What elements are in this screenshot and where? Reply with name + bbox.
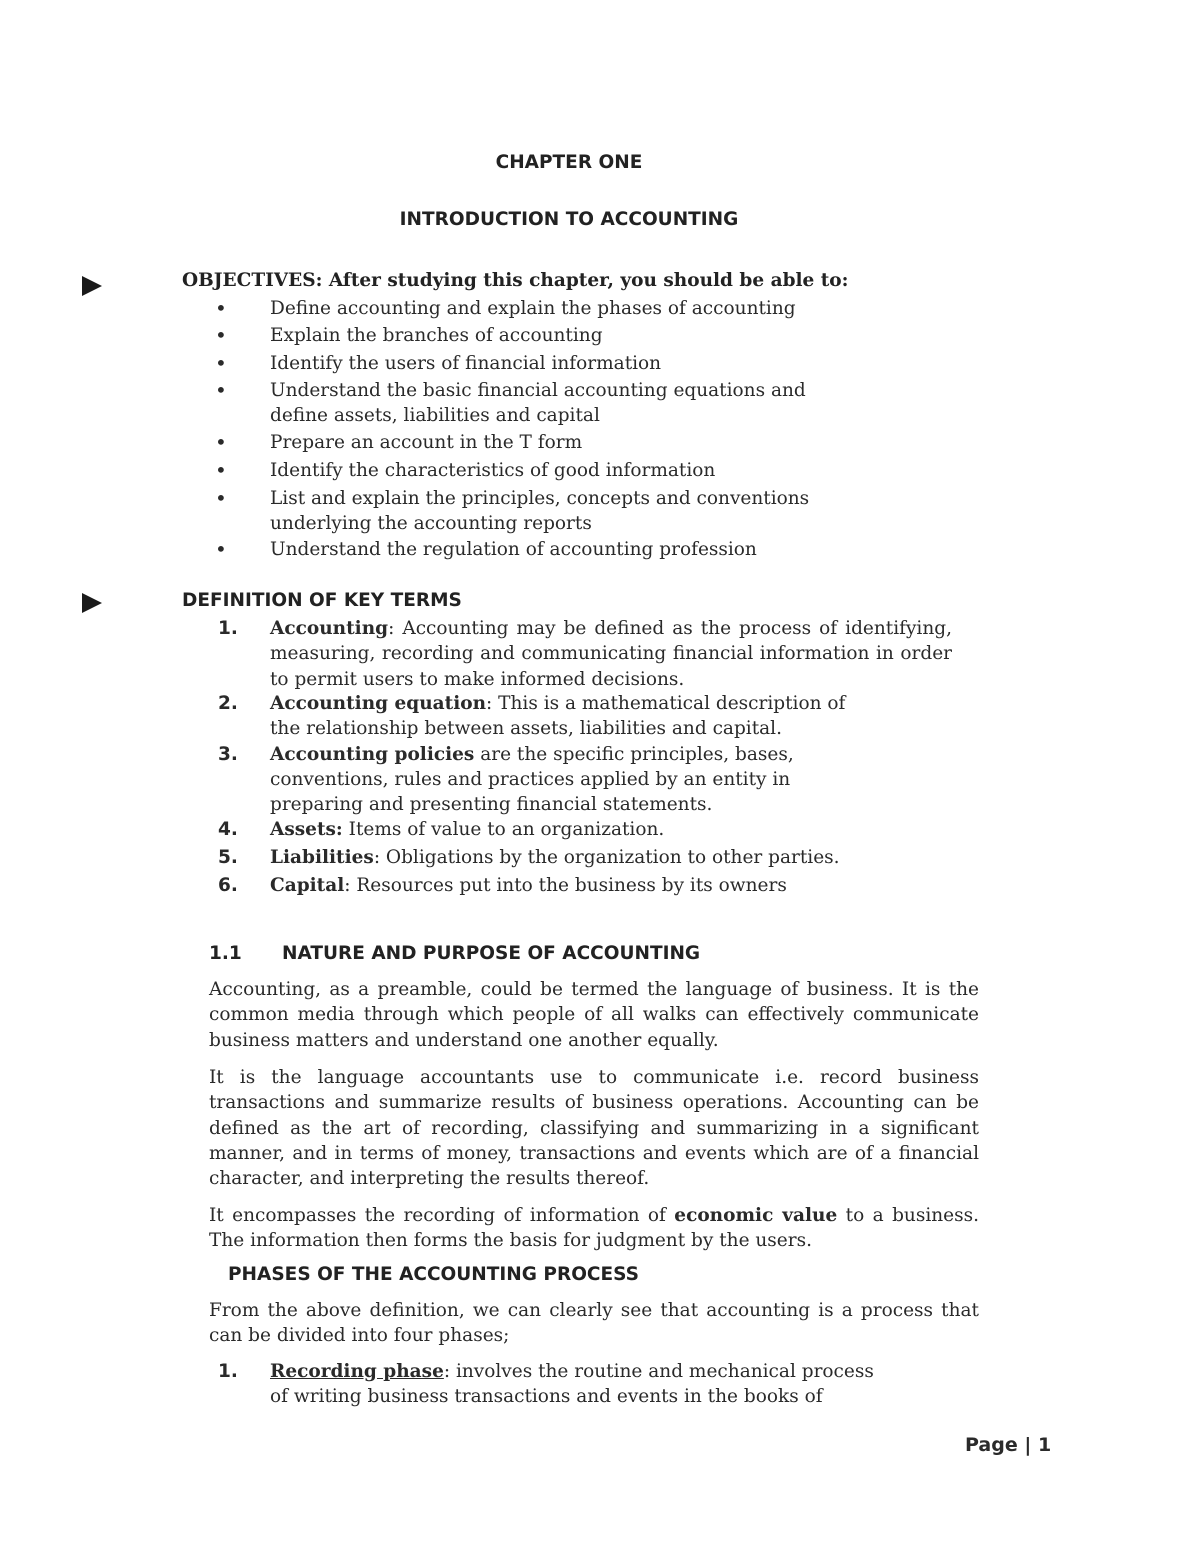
definition-number: 2. xyxy=(218,693,238,714)
section-heading: NATURE AND PURPOSE OF ACCOUNTING xyxy=(282,943,701,964)
bullet-icon: • xyxy=(215,458,227,482)
definition-number: 5. xyxy=(218,847,238,868)
objective-item: Prepare an account in the T form xyxy=(270,432,583,453)
definition-text: : Resources put into the business by its owners xyxy=(344,875,787,896)
definition-item xyxy=(270,691,845,716)
bullet-icon: • xyxy=(215,351,227,375)
section-number: 1.1 xyxy=(209,943,242,964)
objectives-heading: OBJECTIVES: After studying this chapter, you should be able to: xyxy=(182,270,849,291)
definition-continuation: conventions, rules and practices applied by an entity in xyxy=(270,769,791,790)
definition-number: 1. xyxy=(218,618,238,639)
objective-item: Understand the regulation of accounting profession xyxy=(270,539,757,560)
definition-text: : This is a mathematical description of xyxy=(486,693,846,714)
definition-item xyxy=(270,616,952,692)
paragraph xyxy=(209,1203,979,1254)
definition-text: Items of value to an organization. xyxy=(342,819,665,840)
definition-text: : Obligations by the organization to other parties. xyxy=(373,847,840,868)
objective-item: Explain the branches of accounting xyxy=(270,325,603,346)
chapter-subtitle: INTRODUCTION TO ACCOUNTING xyxy=(399,209,739,230)
definition-number: 4. xyxy=(218,819,238,840)
page-separator: | xyxy=(1024,1434,1032,1456)
definition-term: Accounting policies xyxy=(270,744,475,765)
definition-term: Capital xyxy=(270,875,345,896)
page-footer xyxy=(965,1434,1051,1456)
objective-item: List and explain the principles, concepts and conventions xyxy=(270,488,810,509)
definition-item xyxy=(270,817,664,842)
definition-term: Assets: xyxy=(270,819,343,840)
definition-continuation: the relationship between assets, liabilities and capital. xyxy=(270,718,782,739)
objective-item: Define accounting and explain the phases of accounting xyxy=(270,298,796,319)
definition-item xyxy=(270,845,840,870)
bullet-icon: • xyxy=(215,486,227,510)
definition-continuation: preparing and presenting financial statements. xyxy=(270,794,713,815)
definition-text: : Accounting may be defined as the process of identifying, measuring, recording and communicating financial information in order to permit users to make informed decisions. xyxy=(270,618,952,690)
paragraph-text: to a business. The information then forms the basis for judgment by the users. xyxy=(209,1205,979,1252)
definition-text: are the specific principles, bases, xyxy=(474,744,794,765)
chapter-title: CHAPTER ONE xyxy=(495,152,643,173)
phase-item xyxy=(270,1359,874,1384)
definition-term: Liabilities xyxy=(270,847,374,868)
objective-item: Identify the users of financial information xyxy=(270,353,662,374)
phase-number: 1. xyxy=(218,1361,238,1382)
page-number: 1 xyxy=(1037,1434,1052,1456)
page-label: Page xyxy=(965,1434,1018,1456)
paragraph: It is the language accountants use to communicate i.e. record business transactions and summarize results of business operations. Accounting can be defined as the art of recording, classifying and summarizing in a significant manner, and in terms of money, transactions and events which are of a financial character, and interpreting the results thereof. xyxy=(209,1067,979,1190)
definition-term: Accounting equation xyxy=(270,693,487,714)
definition-number: 6. xyxy=(218,875,238,896)
phase-text: : involves the routine and mechanical process xyxy=(443,1361,874,1382)
definition-term: Accounting xyxy=(270,618,389,639)
definition-item xyxy=(270,742,794,767)
objective-item: Understand the basic financial accounting equations and xyxy=(270,380,806,401)
definitions-heading: DEFINITION OF KEY TERMS xyxy=(182,590,462,611)
arrow-bullet-icon xyxy=(82,593,102,613)
paragraph: From the above definition, we can clearly see that accounting is a process that can be divided into four phases; xyxy=(209,1300,979,1347)
bullet-icon: • xyxy=(215,323,227,347)
paragraph-emphasis: economic value xyxy=(674,1205,838,1226)
paragraph: Accounting, as a preamble, could be termed the language of business. It is the common media through which people of all walks can effectively communicate business matters and understand one another equally. xyxy=(209,979,979,1051)
bullet-icon: • xyxy=(215,378,227,402)
bullet-icon: • xyxy=(215,296,227,320)
arrow-bullet-icon xyxy=(82,276,102,296)
phases-heading: PHASES OF THE ACCOUNTING PROCESS xyxy=(228,1264,639,1285)
bullet-icon: • xyxy=(215,430,227,454)
objective-item-continuation: underlying the accounting reports xyxy=(270,513,592,534)
definition-item xyxy=(270,873,787,898)
phase-term: Recording phase xyxy=(270,1361,444,1382)
definition-number: 3. xyxy=(218,744,238,765)
phase-continuation: of writing business transactions and events in the books of xyxy=(270,1386,823,1407)
bullet-icon: • xyxy=(215,537,227,561)
objective-item: Identify the characteristics of good information xyxy=(270,460,716,481)
objective-item-continuation: define assets, liabilities and capital xyxy=(270,405,600,426)
paragraph-text: It encompasses the recording of information of xyxy=(209,1205,675,1226)
